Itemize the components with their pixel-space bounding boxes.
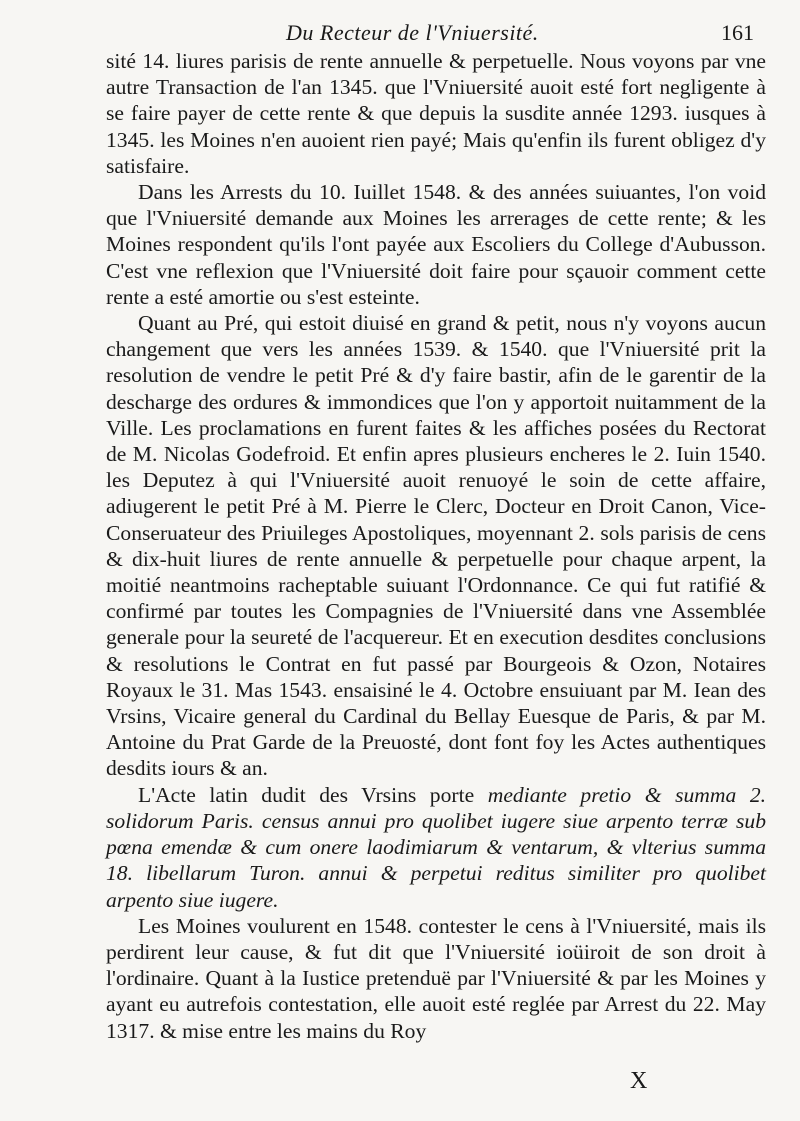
acte-latin-lead: L'Acte latin dudit des Vrsins porte xyxy=(138,782,488,807)
running-head-title: Du Recteur de l'Vniuersité. xyxy=(286,20,539,45)
body-text xyxy=(106,48,766,1044)
paragraph-continuation: sité 14. liures parisis de rente annuelle & perpetuelle. Nous voyons par vne autre Transaction de l'an 1345. que l'Vniuersité auoit esté fort negligente à se faire payer de cette rente & que depuis la susdite année 1293. iusques à 1345. les Moines n'en auoient rien payé; Mais qu'enfin ils furent obligez d'y satisfaire. xyxy=(106,49,766,178)
paragraph-acte-latin xyxy=(106,782,766,913)
paragraph-moines: Les Moines voulurent en 1548. contester le cens à l'Vniuersité, mais ils perdirent leur cause, & fut dit que l'Vniuersité ioüiroit de son droit à l'ordinaire. Quant à la Iustice pretenduë par l'Vniuersité & par les Moines y ayant eu autrefois contestation, elle auoit esté reglée par Arrest du 22. May 1317. & mise entre les mains du Roy xyxy=(106,913,766,1043)
page-number: 161 xyxy=(721,20,754,45)
running-head xyxy=(106,20,766,50)
signature-mark: X xyxy=(630,1068,648,1094)
paragraph-pre: Quant au Pré, qui estoit diuisé en grand & petit, nous n'y voyons aucun changement que vers les années 1539. & 1540. que l'Vniuersité prit la resolution de vendre le petit Pré & d'y faire bastir, afin de le garentir de la descharge des ordures & immondices que l'on y apportoit nuitamment de la Ville. Les proclamations en furent faites & les affiches posées du Rectorat de M. Nicolas Godefroid. Et enfin apres plusieurs encheres le 2. Iuin 1540. les Deputez à qui l'Vniuersité auoit renuoyé le soin de cette affaire, adiugerent le petit Pré à M. Pierre le Clerc, Docteur en Droit Canon, Vice-Conseruateur des Priuileges Apostoliques, moyennant 2. sols parisis de cens & dix-huit liures de rente annuelle & perpetuelle pour chaque arpent, la moitié neantmoins racheptable suiuant l'Ordonnance. Ce qui fut ratifié & confirmé par toutes les Compagnies de l'Vniuersité dans vne Assemblée generale pour la seureté de l'acquereur. Et en execution desdites conclusions & resolutions le Contrat en fut passé par Bourgeois & Ozon, Notaires Royaux le 31. Mas 1543. ensaisiné le 4. Octobre ensuiuant par M. Iean des Vrsins, Vicaire general du Cardinal du Bellay Euesque de Paris, & par M. Antoine du Prat Garde de la Preuosté, dont font foy les Actes authentiques desdits iours & an. xyxy=(106,311,766,781)
acte-latin-quotation: mediante pretio & summa 2. solidorum Paris. census annui pro quolibet iugere siue arpento terræ sub pœna emendæ & cum onere laodimiarum & ventarum, & vlterius summa 18. libellarum Turon. annui & perpetui reditus similiter pro quolibet arpento siue iugere. xyxy=(106,782,767,912)
paragraph-arrests: Dans les Arrests du 10. Iuillet 1548. & des années suiuantes, l'on void que l'Vniuersité demande aux Moines les arrerages de cette rente; & les Moines respondent qu'ils l'ont payée aux Escoliers du College d'Aubusson. C'est vne reflexion que l'Vniuersité doit faire pour sçauoir comment cette rente a esté amortie ou s'est esteinte. xyxy=(106,180,766,309)
